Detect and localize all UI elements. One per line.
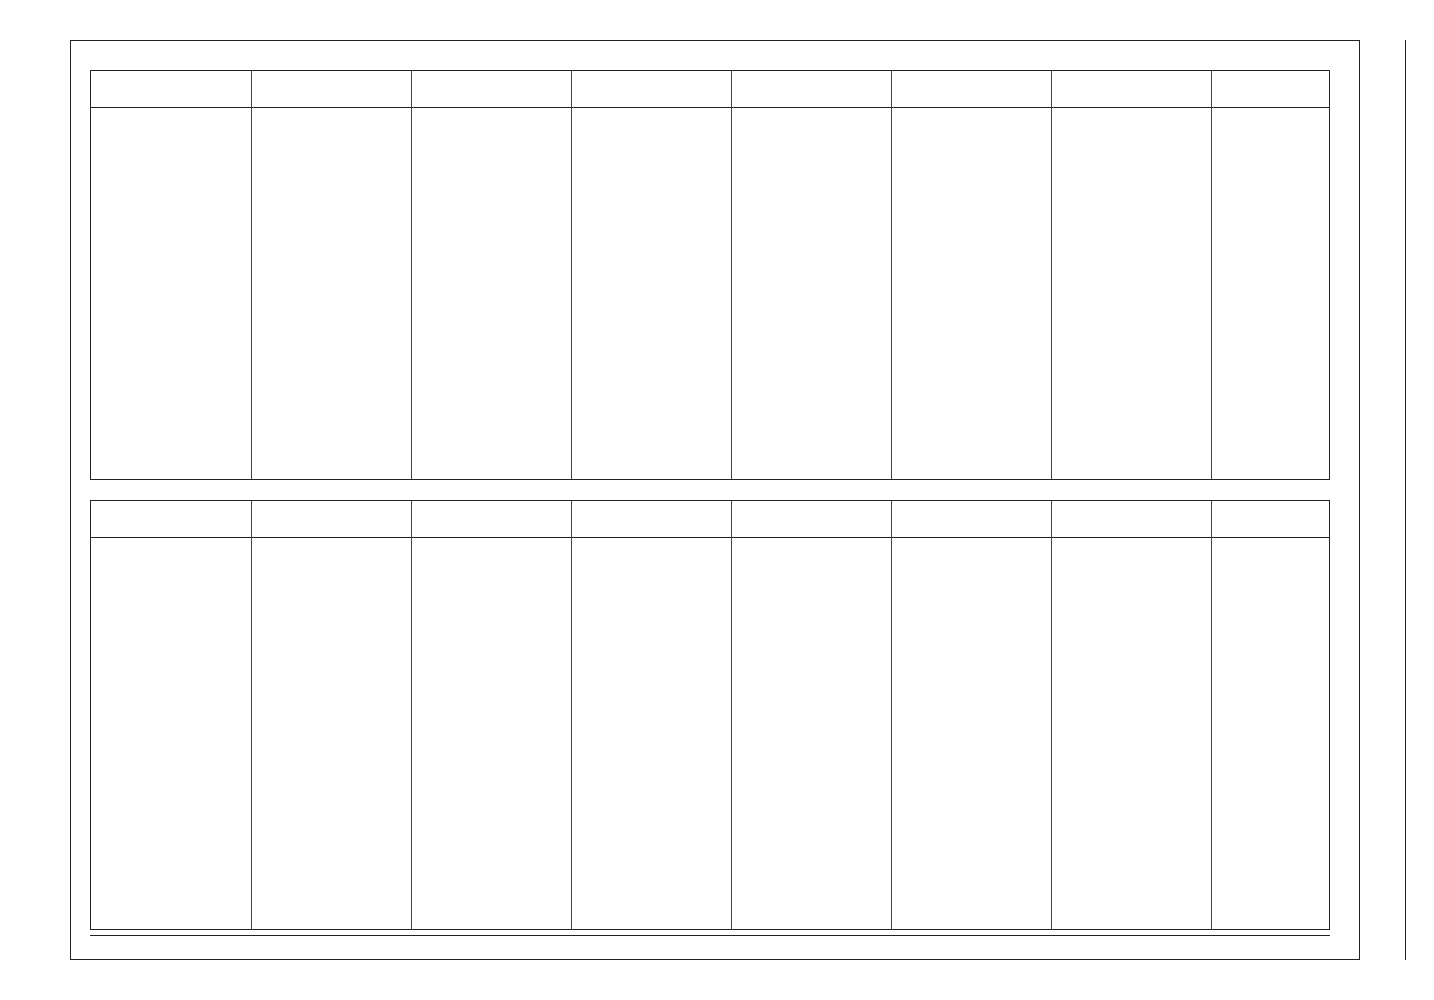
footnotes-area [90,935,1330,956]
side-margin-strip [1405,40,1424,960]
column-divider [251,501,252,929]
lower-table [90,500,1330,930]
column-divider [1051,501,1052,929]
column-divider [891,501,892,929]
upper-table-header [91,71,1329,108]
column-divider [1051,71,1052,479]
column-divider [891,71,892,479]
column-divider [411,71,412,479]
column-divider [731,71,732,479]
column-divider [571,71,572,479]
column-divider [1211,501,1212,929]
upper-table [90,70,1330,480]
column-divider [251,71,252,479]
column-divider [411,501,412,929]
lower-table-header [91,501,1329,538]
column-divider [571,501,572,929]
column-divider [731,501,732,929]
column-divider [1211,71,1212,479]
